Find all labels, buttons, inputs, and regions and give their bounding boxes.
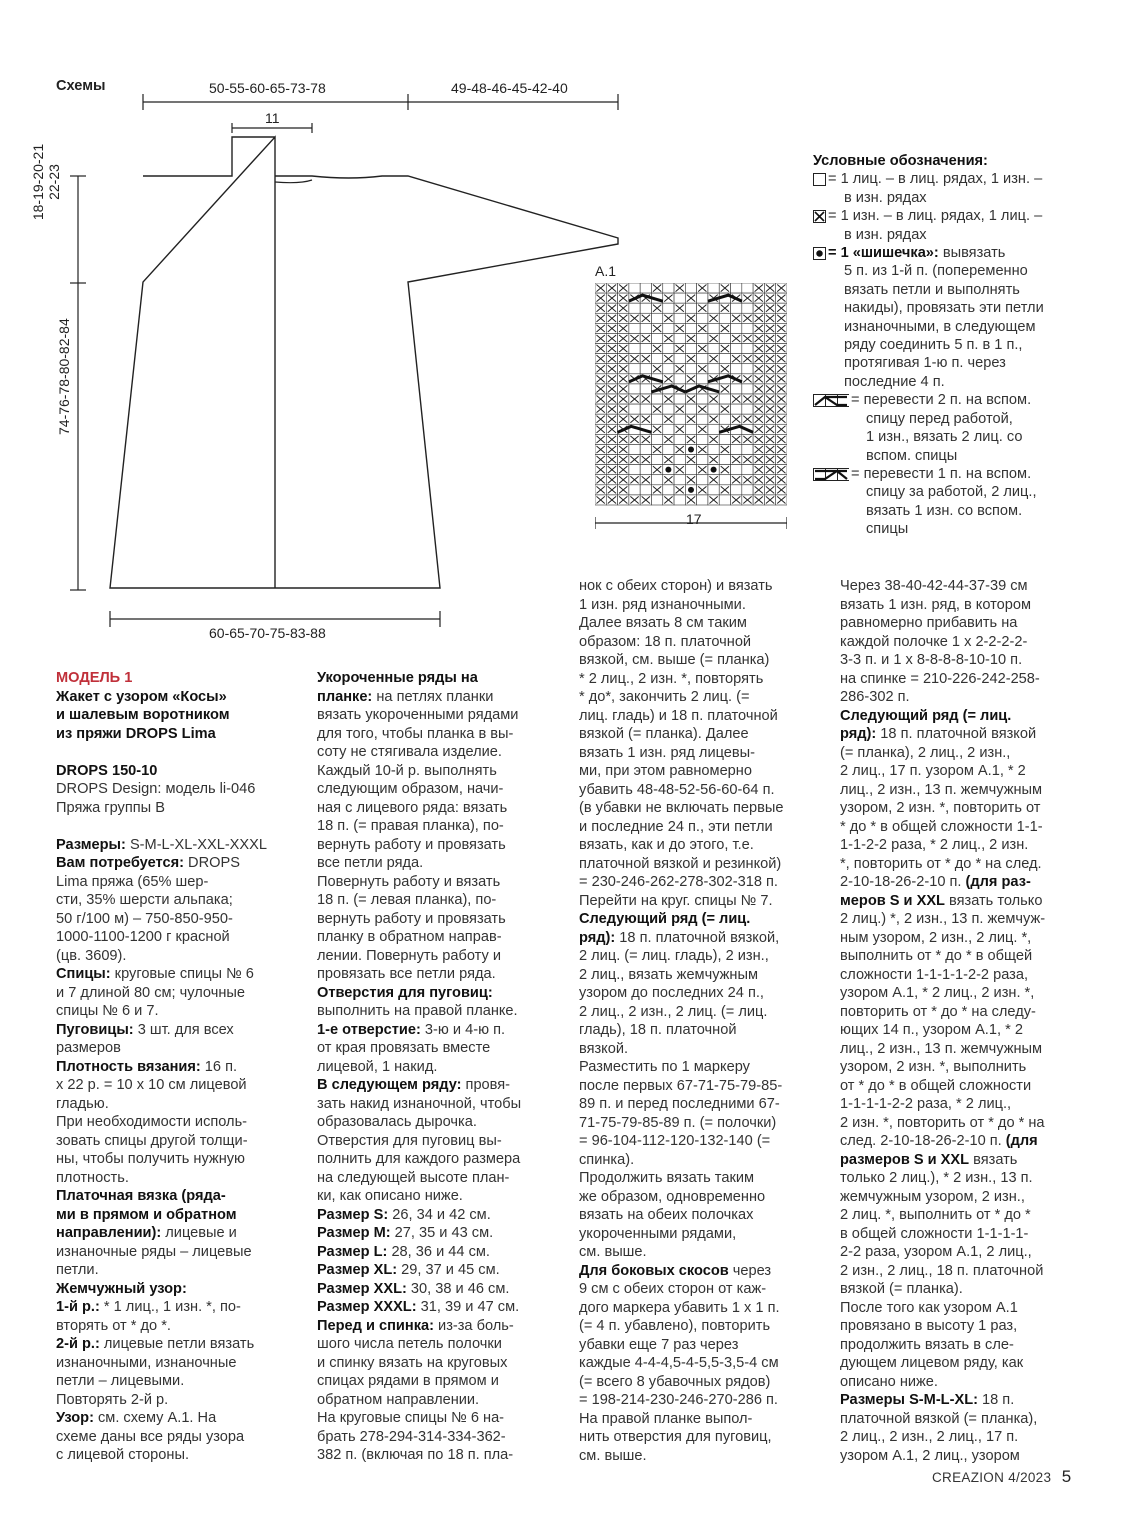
legend-text: = перевести 2 п. на вспом. спицу перед работой, 1 изн., вязать 2 лиц. со вспом. спицы xyxy=(851,392,1032,464)
chart-cell xyxy=(640,384,651,394)
chart-label: A.1 xyxy=(595,263,617,279)
chart-cell xyxy=(685,404,696,414)
spacer xyxy=(56,743,306,762)
chart-cell xyxy=(685,323,696,333)
paragraph xyxy=(56,1058,306,1188)
chart-cell xyxy=(697,414,708,424)
cable-back-icon xyxy=(813,468,849,481)
dim-left-upper: 18-19-20-21 22-23 xyxy=(30,143,62,221)
paragraph xyxy=(317,1243,567,1262)
paragraph xyxy=(579,1262,829,1466)
term: 2-й р.: xyxy=(56,1336,100,1352)
chart-cell xyxy=(651,475,662,485)
chart-cell xyxy=(742,344,753,354)
chart-cell xyxy=(640,323,651,333)
text-column-1 xyxy=(56,669,306,1465)
chart-cell xyxy=(674,394,685,404)
paragraph xyxy=(56,1187,306,1280)
chart-cell xyxy=(640,344,651,354)
chart-cell xyxy=(629,344,640,354)
chart-cell xyxy=(697,434,708,444)
chart-cell xyxy=(731,485,742,495)
chart-cell xyxy=(719,434,730,444)
chart-cell xyxy=(640,404,651,414)
chart-cell xyxy=(640,303,651,313)
chart-cell xyxy=(640,444,651,454)
chart-cell xyxy=(719,313,730,323)
chart-cell xyxy=(629,303,640,313)
chart-cell xyxy=(719,495,730,505)
chart-cell xyxy=(674,313,685,323)
chart-cell xyxy=(663,404,674,414)
paragraph xyxy=(317,1317,567,1465)
term-text: 3 шт. для всех размеров xyxy=(56,1021,234,1056)
chart-cell xyxy=(697,374,708,384)
paragraph xyxy=(56,1409,306,1465)
chart-cell xyxy=(731,465,742,475)
legend-item xyxy=(813,391,1113,465)
paragraph: Разместить по 1 маркеру после первых 67-71-75-79-85- 89 п. и перед последними 67- 71-75-79-85-89 п. (= полочки) = 96-104-112-120-132-140 (= спинка). Продолжить вязать таким же образом, одновременно вязать на обеих полочках укороченными рядами, см. выше. xyxy=(579,1059,783,1260)
term-text: вязать только 2 лиц.), * 2 изн., 13 п. жемчужным узором, 2 изн., 2 лиц. *, выполнить от * до * в общей сложности 1-1-1-1- 2-2 раза, узором A.1, 2 лиц., 2 изн., 2 лиц., 18 п. платочной вязкой (= планка). После того как узором A.1 провязано в высоту 1 раз, продолжить вязать в сле- дующем лицевом ряду, как описано ниже. xyxy=(840,1151,1044,1390)
chart-cell xyxy=(697,455,708,465)
term-text: 31, 39 и 47 см. xyxy=(416,1299,520,1315)
chart-cell xyxy=(651,333,662,343)
chart-cell xyxy=(708,485,719,495)
chart-cell xyxy=(629,384,640,394)
bobble-mark xyxy=(688,447,694,453)
chart-cell xyxy=(651,354,662,364)
chart-cell xyxy=(651,455,662,465)
dim-left-lower: 74-76-78-80-82-84 xyxy=(56,318,72,435)
chart-cell xyxy=(663,364,674,374)
term-text: S-M-L-XL-XXL-XXXL xyxy=(125,836,268,853)
chart-cell xyxy=(629,465,640,475)
legend-text: = перевести 1 п. на вспом. спицу за работой, 2 лиц., вязать 1 изн. со вспом. спицы xyxy=(851,465,1037,538)
text-column-3 xyxy=(579,577,829,1465)
chart-cell xyxy=(731,404,742,414)
chart-cell xyxy=(651,313,662,323)
chart-cell xyxy=(742,444,753,454)
magazine-issue: CREAZION 4/2023 xyxy=(932,1470,1052,1485)
page-number: 5 xyxy=(1061,1467,1072,1486)
chart-cell xyxy=(731,323,742,333)
chart-cell xyxy=(629,323,640,333)
term: Размеры S-M-L-XL: xyxy=(840,1392,978,1408)
term-text: 18 п. платочной вязкой (= планка), 2 лиц., 2 изн., 2 лиц., 17 п. узором A.1, 2 лиц., узором xyxy=(840,1392,1038,1464)
paragraph xyxy=(56,1280,306,1299)
paragraph xyxy=(317,1076,567,1206)
legend-text: = 1 «шишечка»: вывязать 5 п. из 1-й п. (попеременно вязать петли и выполнять накиды), провязать эти петли изнаночными, в следующем ряду соединить 5 п. в 1 п., протягивая 1-ю п. через последние 4 п. xyxy=(828,245,1044,390)
chart-cell xyxy=(663,344,674,354)
paragraph xyxy=(56,1298,306,1335)
term: Размеры: xyxy=(56,836,126,853)
term: 1-й р.: xyxy=(56,1299,100,1315)
chart-cell xyxy=(685,283,696,293)
bobble-mark xyxy=(665,467,671,473)
term: Размер S: xyxy=(317,1206,389,1223)
chart-cell xyxy=(742,404,753,414)
chart-cell xyxy=(742,384,753,394)
chart-cell xyxy=(629,283,640,293)
paragraph xyxy=(840,1391,1090,1465)
chart-cell xyxy=(663,485,674,495)
term: Вам потребуется: xyxy=(56,855,184,871)
chart-cell xyxy=(629,444,640,454)
term-text: выполнить на правой планке. xyxy=(317,1003,518,1019)
term-text: вязать только 2 лиц.) *, 2 изн., 13 п. жемчуж- ным узором, 2 изн., 2 лиц. *, выполнить от * до * в общей сложности 1-1-1-1-2-2 раза, узором A.1, * 2 лиц., 2 изн. *, повторить от * до * на следу- ющих 14 п., узором A.1, * 2 лиц., 2 изн., 13 п. жемчужным узором, 2 изн. *, выполнить от * до * в общей сложности 1-1-1-1-2-2 раза, * 2 лиц., 2 изн. *, повторить от * до * на след. 2-10-18-26-2-10 п. xyxy=(840,892,1046,1149)
chart-cell xyxy=(731,364,742,374)
legend-item xyxy=(813,207,1113,244)
chart-cell xyxy=(651,414,662,424)
chart-cell xyxy=(719,475,730,485)
chart-cell xyxy=(742,283,753,293)
term-text: см. схему A.1. На схеме даны все ряды узора с лицевой стороны. xyxy=(56,1410,245,1463)
chart-cell xyxy=(731,344,742,354)
paragraph xyxy=(317,1021,567,1077)
term: Спицы: xyxy=(56,966,111,982)
chart-cell xyxy=(742,303,753,313)
paragraph xyxy=(317,669,567,984)
paragraph xyxy=(56,836,306,855)
term: Размер XL: xyxy=(317,1262,398,1278)
term-text: 29, 37 и 45 см. xyxy=(397,1262,500,1278)
legend-item xyxy=(813,170,1113,207)
chart-cell xyxy=(629,364,640,374)
term: Размер L: xyxy=(317,1243,388,1260)
term-text: через 9 см с обеих сторон от каж- дого маркера убавить 1 х 1 п. (= 4 п. убавлено), повторить убавки еще 7 раз через каждые 4-4-4,5-4-5,5-3,5-4 см (= всего 8 убавочных рядов) = 198-214-230-246-270-286 п. На правой планке выпол- нить отверстия для пуговиц, см. выше. xyxy=(579,1262,780,1464)
term-text: на петлях планки вязать укороченными рядами для того, чтобы планка в вы- соту не стягивала изделие. Каждый 10-й р. выполнять следующим образом, начи- ная с лицевого ряда: вязать 18 п. (= правая планка), по- вернуть работу и провязать все петли ряда. Повернуть работу и вязать 18 п. (= левая планка), по- вернуть работу и провязать планку в обратном направ- лении. Повернуть работу и провязать все петли ряда. xyxy=(317,688,519,982)
paragraph xyxy=(56,1335,306,1409)
term: В следующем ряду: xyxy=(317,1077,462,1093)
term-text: 16 п. х 22 р. = 10 х 10 см лицевой гладью. При необходимости исполь- зовать спицы другой толщи- ны, чтобы получить нужную плотность. xyxy=(56,1058,248,1186)
chart-cell xyxy=(731,444,742,454)
term: Узор: xyxy=(56,1410,94,1426)
chart-cell xyxy=(674,455,685,465)
cable-front-icon xyxy=(813,394,849,407)
chart-cell xyxy=(719,394,730,404)
chart-cell xyxy=(719,354,730,364)
term-text: лицевые петли вязать изнаночными, изнаночные петли – лицевыми. Повторять 2-й р. xyxy=(56,1336,255,1408)
chart-cell xyxy=(697,354,708,364)
chart-cell xyxy=(674,354,685,364)
term: Следующий ряд (= лиц. ряд): xyxy=(579,911,751,946)
term-text: 3-ю и 4-ю п. от края провязать вместе лицевой, 1 накид. xyxy=(317,1021,506,1075)
term-text: DROPS Lima пряжа (65% шер- сти, 35% шерсти альпака; 50 г/100 м) – 750-850-950- 1000-1100-1200 г красной (цв. 3609). xyxy=(56,855,240,964)
paragraph xyxy=(317,1298,567,1317)
chart-cell xyxy=(651,394,662,404)
chart-cell xyxy=(719,455,730,465)
bobble-mark xyxy=(688,487,694,493)
legend-title: Условные обозначения: xyxy=(813,153,988,169)
chart-cell xyxy=(640,364,651,374)
term-text: 30, 38 и 46 см. xyxy=(406,1280,510,1297)
paragraph: DROPS Design: модель li-046 Пряжа группы B xyxy=(56,781,256,816)
term: Плотность вязания: xyxy=(56,1058,201,1075)
empty-square-icon xyxy=(813,173,826,186)
chart-cell xyxy=(663,323,674,333)
chart-cell xyxy=(708,283,719,293)
term: (для раз- меров S и XXL xyxy=(840,874,1031,909)
dim-bottom: 60-65-70-75-83-88 xyxy=(209,625,326,641)
chart-cell xyxy=(685,424,696,434)
paragraph xyxy=(317,1280,567,1299)
paragraph: нок с обеих сторон) и вязать 1 изн. ряд изнаночными. Далее вязать 8 см таким образом: 18 п. платочной вязкой, см. выше (= планка) * 2 лиц., 2 изн. *, повторять * до*, закончить 2 лиц. (= лиц. гладь) и 18 п. платочной вязкой (= планка). Далее вязать 1 изн. ряд лицевы- ми, при этом равномерно убавить 48-48-52-56-60-64 п. (в убавки не включать первые и последние 24 п., эти петли вязать, как и до этого, т.е. платочной вязкой и резинкой) = 230-246-262-278-302-318 п. Перейти на круг. спицы № 7. xyxy=(579,578,784,909)
diagram-title: Схемы xyxy=(56,78,106,94)
term: Пуговицы: xyxy=(56,1021,134,1038)
dim-neck: 11 xyxy=(265,110,280,126)
chart-cell xyxy=(685,364,696,374)
bobble-square-icon xyxy=(813,247,826,260)
term: Перед и спинка: xyxy=(317,1317,434,1334)
bobble-mark xyxy=(711,467,717,473)
chart-cell xyxy=(742,323,753,333)
chart-cell xyxy=(685,465,696,475)
text-column-4 xyxy=(840,577,1090,1465)
bold-heading: DROPS 150-10 xyxy=(56,762,158,779)
legend-item xyxy=(813,244,1113,391)
chart-cell xyxy=(663,424,674,434)
chart-cell xyxy=(742,364,753,374)
paragraph xyxy=(56,1021,306,1058)
legend-item xyxy=(813,465,1113,539)
spacer xyxy=(56,817,306,836)
chart-cell xyxy=(674,475,685,485)
term-text: 28, 36 и 44 см. xyxy=(387,1243,490,1260)
chart-cell xyxy=(742,485,753,495)
chart-cell xyxy=(640,465,651,475)
chart-cell xyxy=(674,374,685,384)
chart-cell xyxy=(640,485,651,495)
legend-text: = 1 изн. – в лиц. рядах, 1 лиц. – в изн. рядах xyxy=(828,208,1043,243)
term-text: лицевые и изнаночные ряды – лицевые петли. xyxy=(56,1225,252,1278)
term: Платочная вязка (ряда- ми в прямом и обратном направлении): xyxy=(56,1188,237,1241)
chart-cell xyxy=(674,414,685,424)
chart-cell xyxy=(674,495,685,505)
term-text: 18 п. платочной вязкой, 2 лиц. (= лиц. гладь), 2 изн., 2 лиц., вязать жемчужным узором до последних 24 п., 2 лиц., 2 изн., 2 лиц. (= лиц. гладь), 18 п. платочной вязкой. xyxy=(579,929,780,1057)
model-heading: МОДЕЛЬ 1 xyxy=(56,670,133,686)
chart-cell xyxy=(731,283,742,293)
chart-cell xyxy=(651,434,662,444)
chart-cell xyxy=(731,303,742,313)
legend xyxy=(813,152,1113,539)
term: (для размеров S и XXL xyxy=(840,1133,1038,1168)
term-text: провя- зать накид изнаночной, чтобы образовалась дырочка. Отверстия для пуговиц вы- полнить для каждого размера на следующей высоте план- ки, как описано ниже. xyxy=(317,1077,522,1204)
paragraph: Через 38-40-42-44-37-39 см вязать 1 изн. ряд, в котором равномерно прибавить на каждой полочке 1 х 2-2-2-2- 3-3 п. и 1 х 8-8-8-8-10-10 п. на спинке = 210-226-242-258- 286-302 п. xyxy=(840,578,1040,705)
chart-cell xyxy=(697,495,708,505)
term-text: * 1 лиц., 1 изн. *, по- вторять от * до *. xyxy=(56,1299,241,1334)
chart-cell xyxy=(674,434,685,444)
chart-cell xyxy=(708,404,719,414)
chart-cell xyxy=(719,414,730,424)
chart-cell xyxy=(629,404,640,414)
paragraph xyxy=(579,910,829,1058)
chart-cell xyxy=(697,313,708,323)
chart-cell xyxy=(663,303,674,313)
chart-width: 17 xyxy=(686,511,702,527)
paragraph xyxy=(840,707,1090,1392)
chart-cell xyxy=(708,303,719,313)
chart-cell xyxy=(663,283,674,293)
term-text: 26, 34 и 42 см. xyxy=(388,1206,491,1223)
term: Размер XXL: xyxy=(317,1280,407,1297)
page-footer xyxy=(932,1467,1071,1487)
garment-schematic xyxy=(40,80,640,650)
chart-cell xyxy=(685,344,696,354)
chart-cell xyxy=(708,424,719,434)
term: Размер M: xyxy=(317,1225,391,1241)
chart-cell xyxy=(719,333,730,343)
chart-cell xyxy=(697,293,708,303)
term-text: круговые спицы № 6 и 7 длиной 80 см; чулочные спицы № 6 и 7. xyxy=(56,966,254,1019)
term: 1-е отверстие: xyxy=(317,1021,421,1038)
legend-text: = 1 лиц. – в лиц. рядах, 1 изн. – в изн. рядах xyxy=(828,171,1043,206)
chart-cell xyxy=(697,475,708,485)
paragraph xyxy=(56,965,306,1021)
term: Для боковых скосов xyxy=(579,1262,729,1279)
term: Укороченные ряды на планке: xyxy=(317,670,478,705)
dim-top-left: 50-55-60-65-73-78 xyxy=(209,80,326,96)
chart-cell xyxy=(708,364,719,374)
chart-cell xyxy=(742,465,753,475)
term: Отверстия для пуговиц: xyxy=(317,984,493,1001)
crossed-square-icon xyxy=(813,210,826,223)
chart-cell xyxy=(708,344,719,354)
term: Жемчужный узор: xyxy=(56,1280,187,1297)
chart-cell xyxy=(731,384,742,394)
chart-cell xyxy=(708,323,719,333)
dim-top-right: 49-48-46-45-42-40 xyxy=(451,80,568,96)
chart-cell xyxy=(640,283,651,293)
paragraph xyxy=(317,1261,567,1280)
term: Размер XXXL: xyxy=(317,1299,417,1315)
term-text: из-за боль- шого числа петель полочки и спинку вязать на круговых спицах рядами в прямом и обратном направлении. На круговые спицы № 6 на- брать 278-294-314-334-362- 382 п. (включая по 18 п. пла- xyxy=(317,1317,514,1463)
term: Следующий ряд (= лиц. ряд): xyxy=(840,707,1012,742)
bold-heading: Жакет с узором «Косы» и шалевым воротником из пряжи DROPS Lima xyxy=(56,688,230,742)
paragraph xyxy=(317,984,567,1021)
chart-cell xyxy=(663,444,674,454)
chart-cell xyxy=(697,394,708,404)
chart-cell xyxy=(674,333,685,343)
text-column-2 xyxy=(317,669,567,1465)
chart-cell xyxy=(697,333,708,343)
chart-cell xyxy=(708,444,719,454)
chart-cell xyxy=(629,485,640,495)
chart-cell xyxy=(651,495,662,505)
paragraph xyxy=(56,854,306,965)
term-text: 27, 35 и 43 см. xyxy=(390,1225,494,1241)
paragraph xyxy=(317,1206,567,1225)
term-text: 18 п. платочной вязкой (= планка), 2 лиц., 2 изн., 2 лиц., 17 п. узором A.1, * 2 лиц., 2 изн., 13 п. жемчужным узором, 2 изн. *, повторить от * до * в общей сложности 1-1- 1-1-2-2 раза, * 2 лиц., 2 изн. *, повторить от * до * на след. 2-10-18-26-2-10 п. xyxy=(840,726,1043,890)
paragraph xyxy=(317,1224,567,1243)
knitting-chart-a1 xyxy=(595,283,787,533)
chart-cell xyxy=(674,293,685,303)
chart-cell xyxy=(685,303,696,313)
